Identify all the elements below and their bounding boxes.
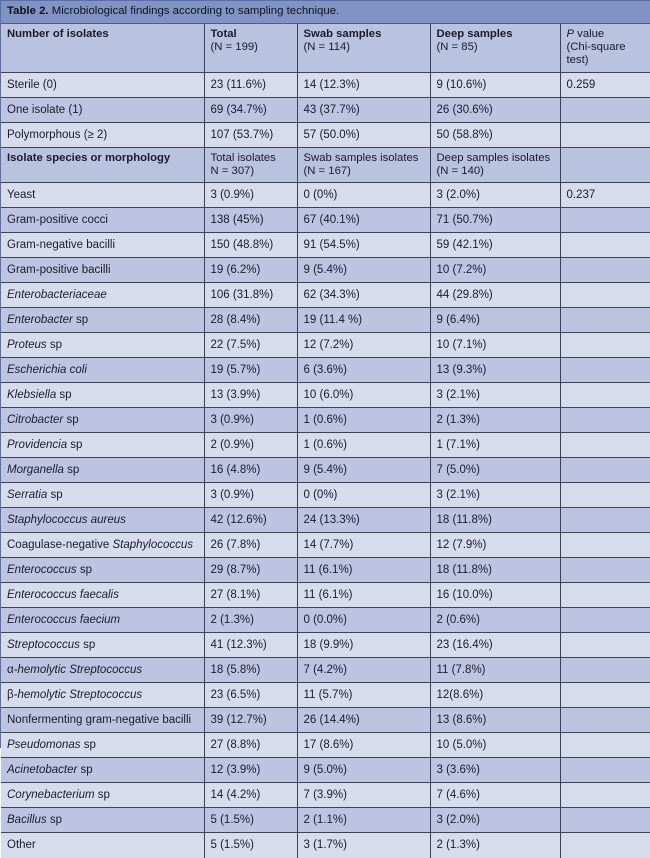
cell-label: Gram-negative bacilli xyxy=(1,233,204,258)
cell-deep-samples: 3 (2.0%) xyxy=(430,808,560,833)
cell-p-value xyxy=(560,233,650,258)
cell-total: 39 (12.7%) xyxy=(204,708,297,733)
label-suffix: sp xyxy=(79,639,96,652)
species-name: Enterococcus faecalis xyxy=(7,589,119,602)
cell-total: 2 (1.3%) xyxy=(204,608,297,633)
cell-swab-samples: 9 (5.4%) xyxy=(297,258,430,283)
cell-p-value xyxy=(560,283,650,308)
cell-deep-samples: 3 (2.1%) xyxy=(430,483,560,508)
table-row xyxy=(1,358,650,383)
cell-label: Sterile (0) xyxy=(1,72,204,97)
cell-label xyxy=(1,783,204,808)
microbiological-findings-table xyxy=(1,1,650,858)
cell-p-value: 0.237 xyxy=(560,183,650,208)
label-suffix: sp xyxy=(63,464,80,477)
header-cell-total: Total (N = 199) xyxy=(204,24,297,73)
cell-total: 28 (8.4%) xyxy=(204,308,297,333)
cell-p-value xyxy=(560,658,650,683)
species-name: Bacillus xyxy=(7,814,47,827)
cell-deep-samples: 16 (10.0%) xyxy=(430,583,560,608)
table-row xyxy=(1,122,650,147)
cell-swab-samples: 57 (50.0%) xyxy=(297,122,430,147)
cell-label xyxy=(1,383,204,408)
cell-deep-samples: 3 (3.6%) xyxy=(430,758,560,783)
table-caption-text: Microbiological findings according to sampling technique. xyxy=(48,5,340,17)
cell-swab-samples: 11 (6.1%) xyxy=(297,583,430,608)
cell-total: 5 (1.5%) xyxy=(204,833,297,858)
cell-p-value xyxy=(560,558,650,583)
table-row xyxy=(1,333,650,358)
cell-p-value xyxy=(560,683,650,708)
label-suffix: sp xyxy=(76,564,93,577)
cell-deep-samples: 23 (16.4%) xyxy=(430,633,560,658)
cell-swab-samples: 19 (11.4 %) xyxy=(297,308,430,333)
cell-p-value xyxy=(560,708,650,733)
cell-p-value xyxy=(560,633,650,658)
cell-label xyxy=(1,333,204,358)
cell-swab-samples: 7 (4.2%) xyxy=(297,658,430,683)
cell-swab-samples: 9 (5.4%) xyxy=(297,458,430,483)
table-row xyxy=(1,708,650,733)
cell-p-value xyxy=(560,583,650,608)
cell-swab-samples: 43 (37.7%) xyxy=(297,97,430,122)
cell-p-value xyxy=(560,533,650,558)
cell-p-value xyxy=(560,383,650,408)
table-row xyxy=(1,433,650,458)
table-header-row-2 xyxy=(1,147,650,182)
cell-swab-samples: 26 (14.4%) xyxy=(297,708,430,733)
species-name: -hemolytic Streptococcus xyxy=(13,664,143,677)
subheader-cell-isolate-species xyxy=(1,147,204,182)
cell-deep-samples: 13 (8.6%) xyxy=(430,708,560,733)
cell-swab-samples: 14 (12.3%) xyxy=(297,72,430,97)
cell-swab-samples: 11 (6.1%) xyxy=(297,558,430,583)
cell-swab-samples: 0 (0%) xyxy=(297,183,430,208)
cell-swab-samples: 14 (7.7%) xyxy=(297,533,430,558)
table-row xyxy=(1,783,650,808)
cell-total: 3 (0.9%) xyxy=(204,183,297,208)
cell-p-value xyxy=(560,433,650,458)
table-caption xyxy=(1,1,650,24)
cell-swab-samples: 1 (0.6%) xyxy=(297,433,430,458)
subheader-cell-deep-isolates xyxy=(430,147,560,182)
cell-p-value xyxy=(560,758,650,783)
label-suffix: sp xyxy=(46,339,62,352)
header-cell-swab-samples: Swab samples (N = 114) xyxy=(297,24,430,73)
cell-label xyxy=(1,483,204,508)
cell-total: 150 (48.8%) xyxy=(204,233,297,258)
cell-deep-samples: 13 (9.3%) xyxy=(430,358,560,383)
species-name: Corynebacterium xyxy=(7,789,95,802)
subheader-cell-swab-isolates xyxy=(297,147,430,182)
cell-p-value xyxy=(560,808,650,833)
cell-deep-samples: 3 (2.0%) xyxy=(430,183,560,208)
label-suffix: sp xyxy=(94,789,110,802)
cell-total: 16 (4.8%) xyxy=(204,458,297,483)
cell-label xyxy=(1,758,204,783)
subheader-line-2: N = 307) xyxy=(210,164,255,177)
cell-deep-samples: 10 (7.2%) xyxy=(430,258,560,283)
cell-deep-samples: 10 (7.1%) xyxy=(430,333,560,358)
cell-total: 42 (12.6%) xyxy=(204,508,297,533)
subheader-line-1: Total isolates xyxy=(210,151,276,164)
cell-deep-samples: 12(8.6%) xyxy=(430,683,560,708)
table-row xyxy=(1,833,650,858)
subheader-line-1: Isolate species or morphology xyxy=(7,151,171,164)
subheader-line-2: (N = 140) xyxy=(436,164,484,177)
table-row xyxy=(1,808,650,833)
label-suffix: sp xyxy=(77,764,93,777)
table-row xyxy=(1,758,650,783)
table-row xyxy=(1,283,650,308)
cell-p-value xyxy=(560,97,650,122)
cell-swab-samples: 9 (5.0%) xyxy=(297,758,430,783)
cell-p-value xyxy=(560,408,650,433)
cell-deep-samples: 71 (50.7%) xyxy=(430,208,560,233)
label-suffix: sp xyxy=(67,439,83,452)
subheader-cell-total-isolates xyxy=(204,147,297,182)
label-suffix: sp xyxy=(63,414,79,427)
cell-label xyxy=(1,683,204,708)
table-row xyxy=(1,258,650,283)
cell-swab-samples: 62 (34.3%) xyxy=(297,283,430,308)
cell-deep-samples: 2 (1.3%) xyxy=(430,408,560,433)
species-name: Enterobacter xyxy=(7,314,73,327)
label-suffix: sp xyxy=(46,814,62,827)
cell-total: 138 (45%) xyxy=(204,208,297,233)
table-row xyxy=(1,558,650,583)
cell-label: Gram-positive bacilli xyxy=(1,258,204,283)
cell-swab-samples: 24 (13.3%) xyxy=(297,508,430,533)
cell-deep-samples: 7 (4.6%) xyxy=(430,783,560,808)
cell-p-value xyxy=(560,783,650,808)
species-name: Enterococcus faecium xyxy=(7,614,121,627)
table-row xyxy=(1,408,650,433)
cell-p-value xyxy=(560,483,650,508)
cell-total: 23 (11.6%) xyxy=(204,72,297,97)
table-header-row-1 xyxy=(1,24,650,73)
cell-swab-samples: 18 (9.9%) xyxy=(297,633,430,658)
species-name: Providencia xyxy=(7,439,68,452)
species-name: Pseudomonas xyxy=(7,739,81,752)
table-row xyxy=(1,183,650,208)
species-name: Enterobacteriaceae xyxy=(7,289,107,302)
cell-total: 22 (7.5%) xyxy=(204,333,297,358)
cell-deep-samples: 12 (7.9%) xyxy=(430,533,560,558)
cell-label xyxy=(1,283,204,308)
cell-label: Yeast xyxy=(1,183,204,208)
cell-deep-samples: 10 (5.0%) xyxy=(430,733,560,758)
cell-total: 19 (6.2%) xyxy=(204,258,297,283)
subheader-line-2: (N = 167) xyxy=(303,164,351,177)
cell-label xyxy=(1,508,204,533)
species-name: Serratia xyxy=(7,489,48,502)
table-caption-row xyxy=(1,1,650,24)
cell-p-value xyxy=(560,458,650,483)
label-prefix: Coagulase-negative xyxy=(7,539,113,552)
cell-p-value xyxy=(560,258,650,283)
header-cell-deep-samples: Deep samples (N = 85) xyxy=(430,24,560,73)
cell-total: 69 (34.7%) xyxy=(204,97,297,122)
cell-label xyxy=(1,458,204,483)
cell-deep-samples: 50 (58.8%) xyxy=(430,122,560,147)
cell-label xyxy=(1,733,204,758)
table-row xyxy=(1,72,650,97)
cell-swab-samples: 2 (1.1%) xyxy=(297,808,430,833)
cell-swab-samples: 3 (1.7%) xyxy=(297,833,430,858)
cell-swab-samples: 91 (54.5%) xyxy=(297,233,430,258)
cell-total: 2 (0.9%) xyxy=(204,433,297,458)
cell-deep-samples: 3 (2.1%) xyxy=(430,383,560,408)
label-suffix: sp xyxy=(72,314,89,327)
subheader-line-1: Swab samples isolates xyxy=(303,151,419,164)
cell-deep-samples: 59 (42.1%) xyxy=(430,233,560,258)
table-row xyxy=(1,508,650,533)
table-caption-number: Table 2. xyxy=(7,5,49,17)
cell-deep-samples: 7 (5.0%) xyxy=(430,458,560,483)
cell-swab-samples: 67 (40.1%) xyxy=(297,208,430,233)
label-prefix: β xyxy=(7,689,14,702)
cell-label xyxy=(1,408,204,433)
cell-swab-samples: 11 (5.7%) xyxy=(297,683,430,708)
cell-label xyxy=(1,633,204,658)
cell-total: 29 (8.7%) xyxy=(204,558,297,583)
label-suffix: sp xyxy=(80,739,96,752)
species-name: Acinetobacter xyxy=(7,764,78,777)
cell-total: 19 (5.7%) xyxy=(204,358,297,383)
table-row xyxy=(1,233,650,258)
cell-swab-samples: 0 (0%) xyxy=(297,483,430,508)
cell-label: Nonfermenting gram-negative bacilli xyxy=(1,708,204,733)
table-body xyxy=(1,1,650,858)
cell-deep-samples: 18 (11.8%) xyxy=(430,508,560,533)
cell-p-value xyxy=(560,333,650,358)
cell-total: 13 (3.9%) xyxy=(204,383,297,408)
cell-total: 5 (1.5%) xyxy=(204,808,297,833)
cell-label xyxy=(1,558,204,583)
table-row xyxy=(1,97,650,122)
label-suffix: sp xyxy=(56,389,72,402)
cell-label: Gram-positive cocci xyxy=(1,208,204,233)
table-row xyxy=(1,583,650,608)
label-prefix: α xyxy=(7,664,14,677)
cell-p-value: 0.259 xyxy=(560,72,650,97)
cell-total: 106 (31.8%) xyxy=(204,283,297,308)
species-name: Morganella xyxy=(7,464,64,477)
cell-label xyxy=(1,433,204,458)
cell-swab-samples: 10 (6.0%) xyxy=(297,383,430,408)
table-row xyxy=(1,733,650,758)
cell-total: 3 (0.9%) xyxy=(204,408,297,433)
table-row xyxy=(1,483,650,508)
cell-deep-samples: 11 (7.8%) xyxy=(430,658,560,683)
table-row xyxy=(1,633,650,658)
cell-total: 18 (5.8%) xyxy=(204,658,297,683)
header-cell-number-of-isolates: Number of isolates xyxy=(1,24,204,73)
species-name: Streptococcus xyxy=(7,639,80,652)
subheader-cell-empty xyxy=(560,147,650,182)
cell-swab-samples: 6 (3.6%) xyxy=(297,358,430,383)
cell-swab-samples: 0 (0.0%) xyxy=(297,608,430,633)
cell-p-value xyxy=(560,733,650,758)
cell-swab-samples: 7 (3.9%) xyxy=(297,783,430,808)
species-name: Staphylococcus aureus xyxy=(7,514,126,527)
cell-deep-samples: 26 (30.6%) xyxy=(430,97,560,122)
cell-deep-samples: 2 (0.6%) xyxy=(430,608,560,633)
table-row xyxy=(1,683,650,708)
cell-deep-samples: 9 (6.4%) xyxy=(430,308,560,333)
cell-total: 27 (8.1%) xyxy=(204,583,297,608)
cell-p-value xyxy=(560,508,650,533)
cell-p-value xyxy=(560,608,650,633)
cell-label xyxy=(1,583,204,608)
cell-label xyxy=(1,808,204,833)
table-row xyxy=(1,308,650,333)
cell-total: 12 (3.9%) xyxy=(204,758,297,783)
cell-swab-samples: 17 (8.6%) xyxy=(297,733,430,758)
table-row xyxy=(1,658,650,683)
cell-label xyxy=(1,608,204,633)
cell-p-value xyxy=(560,208,650,233)
cell-total: 3 (0.9%) xyxy=(204,483,297,508)
table-row xyxy=(1,458,650,483)
cell-label: Other xyxy=(1,833,204,858)
cell-swab-samples: 1 (0.6%) xyxy=(297,408,430,433)
cell-label: One isolate (1) xyxy=(1,97,204,122)
cell-label xyxy=(1,308,204,333)
species-name: Escherichia coli xyxy=(7,364,87,377)
cell-label xyxy=(1,533,204,558)
species-name: Staphylococcus xyxy=(112,539,194,552)
cell-deep-samples: 1 (7.1%) xyxy=(430,433,560,458)
cell-label xyxy=(1,358,204,383)
cell-label: Polymorphous (≥ 2) xyxy=(1,122,204,147)
cell-p-value xyxy=(560,122,650,147)
subheader-line-1: Deep samples isolates xyxy=(436,151,551,164)
cell-total: 107 (53.7%) xyxy=(204,122,297,147)
cell-deep-samples: 18 (11.8%) xyxy=(430,558,560,583)
cell-swab-samples: 12 (7.2%) xyxy=(297,333,430,358)
cell-p-value xyxy=(560,308,650,333)
cell-deep-samples: 2 (1.3%) xyxy=(430,833,560,858)
table-row xyxy=(1,533,650,558)
cell-label xyxy=(1,658,204,683)
cell-total: 27 (8.8%) xyxy=(204,733,297,758)
cell-deep-samples: 44 (29.8%) xyxy=(430,283,560,308)
species-name: Klebsiella xyxy=(7,389,57,402)
cell-total: 26 (7.8%) xyxy=(204,533,297,558)
cell-p-value xyxy=(560,358,650,383)
species-name: Proteus xyxy=(7,339,47,352)
label-suffix: sp xyxy=(47,489,63,502)
cell-total: 23 (6.5%) xyxy=(204,683,297,708)
cell-total: 14 (4.2%) xyxy=(204,783,297,808)
table-row xyxy=(1,383,650,408)
species-name: Enterococcus xyxy=(7,564,77,577)
cell-p-value xyxy=(560,833,650,858)
cell-total: 41 (12.3%) xyxy=(204,633,297,658)
species-name: Citrobacter xyxy=(7,414,64,427)
header-cell-p-value: P value (Chi-square test) xyxy=(560,24,650,73)
species-name: -hemolytic Streptococcus xyxy=(13,689,143,702)
table-row xyxy=(1,608,650,633)
table-row xyxy=(1,208,650,233)
cell-deep-samples: 9 (10.6%) xyxy=(430,72,560,97)
